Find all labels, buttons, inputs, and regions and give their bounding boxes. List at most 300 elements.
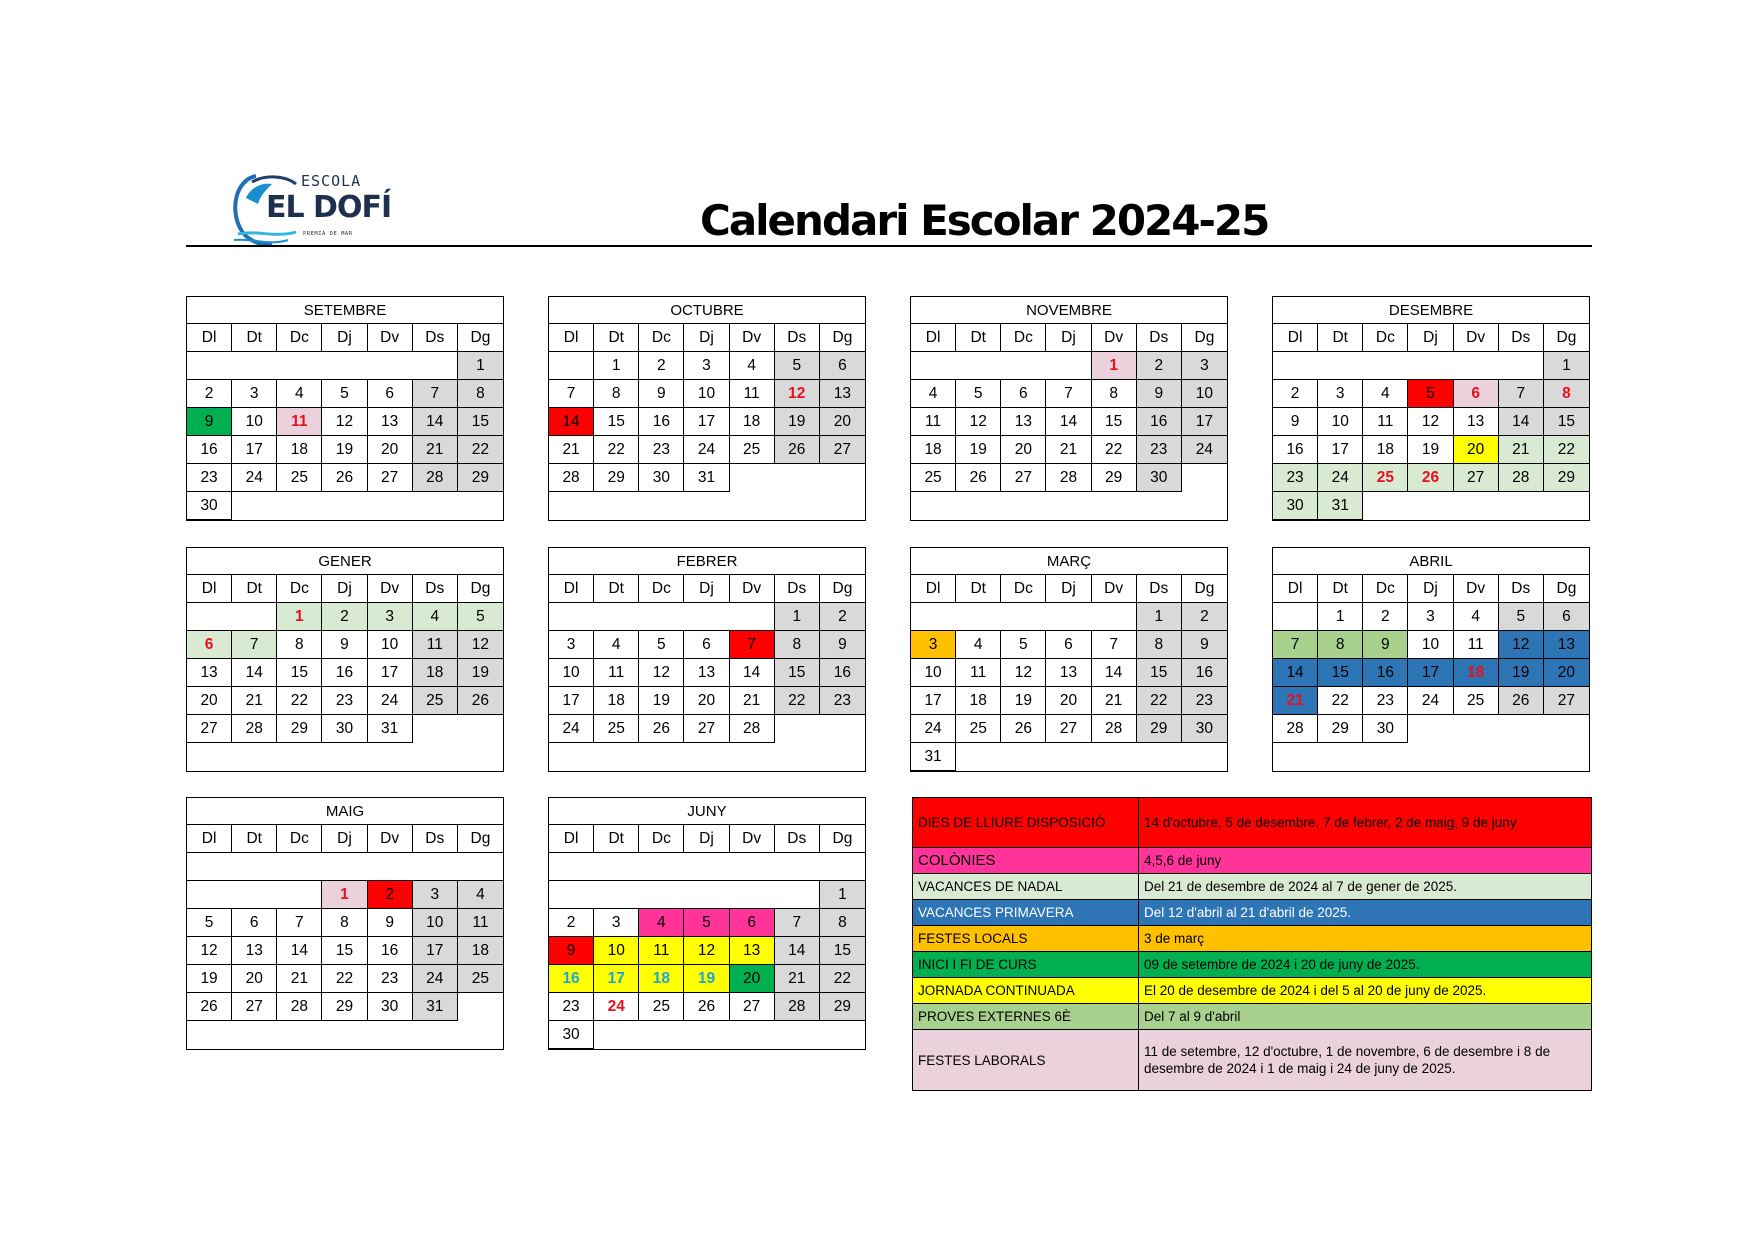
day-cell: 25 — [458, 965, 503, 993]
legend-row — [913, 952, 1591, 978]
day-cell: 12 — [1001, 659, 1046, 687]
day-cell: 30 — [1182, 715, 1227, 743]
weekday-header: Ds — [775, 825, 820, 853]
day-cell — [594, 881, 639, 909]
day-cell — [684, 743, 729, 771]
day-cell — [1137, 492, 1182, 520]
logo-escola: ESCOLA — [301, 172, 362, 190]
day-cell — [1001, 492, 1046, 520]
day-cell — [1273, 743, 1318, 771]
weekday-header: Dt — [1318, 324, 1363, 352]
weekday-header: Dt — [594, 825, 639, 853]
legend-category: FESTES LOCALS — [913, 926, 1139, 951]
day-cell: 16 — [1363, 659, 1408, 687]
day-cell — [549, 853, 594, 881]
weekday-header: Dl — [1273, 575, 1318, 603]
day-cell: 16 — [1137, 408, 1182, 436]
day-cell: 10 — [232, 408, 277, 436]
day-cell: 28 — [277, 993, 322, 1021]
day-cell: 17 — [1408, 659, 1453, 687]
month-name: JUNY — [549, 798, 865, 825]
day-cell — [1408, 492, 1453, 520]
legend-row — [913, 798, 1591, 848]
day-cell: 10 — [594, 937, 639, 965]
day-cell: 13 — [730, 937, 775, 965]
day-cell: 14 — [1046, 408, 1091, 436]
day-cell: 25 — [1363, 464, 1408, 492]
legend-row — [913, 1004, 1591, 1030]
day-cell: 19 — [775, 408, 820, 436]
day-cell — [232, 603, 277, 631]
day-cell: 22 — [820, 965, 865, 993]
legend-row — [913, 978, 1591, 1004]
weekday-header: Dc — [277, 825, 322, 853]
day-cell: 21 — [1046, 436, 1091, 464]
day-cell: 23 — [322, 687, 367, 715]
day-cell — [730, 492, 775, 520]
day-cell — [277, 743, 322, 771]
day-cell: 29 — [458, 464, 503, 492]
weekday-header: Dl — [911, 324, 956, 352]
day-cell: 7 — [775, 909, 820, 937]
day-cell: 12 — [322, 408, 367, 436]
day-cell: 3 — [549, 631, 594, 659]
weekday-header: Dt — [232, 825, 277, 853]
day-cell: 13 — [820, 380, 865, 408]
day-cell: 30 — [639, 464, 684, 492]
day-cell: 2 — [1363, 603, 1408, 631]
day-cell — [413, 743, 458, 771]
day-cell: 15 — [594, 408, 639, 436]
day-cell — [684, 881, 729, 909]
month-9 — [548, 797, 866, 1050]
legend-dates: 3 de març — [1144, 931, 1205, 946]
title-divider — [186, 245, 1592, 247]
day-cell: 21 — [277, 965, 322, 993]
day-cell: 11 — [277, 408, 322, 436]
day-cell: 16 — [368, 937, 413, 965]
day-cell: 21 — [1092, 687, 1137, 715]
day-cell: 4 — [1363, 380, 1408, 408]
weekday-header: Dc — [1001, 575, 1046, 603]
day-cell: 26 — [1408, 464, 1453, 492]
day-cell: 19 — [458, 659, 503, 687]
legend-category: INICI I FI DE CURS — [913, 952, 1139, 977]
day-cell: 28 — [1499, 464, 1544, 492]
day-cell: 21 — [232, 687, 277, 715]
day-cell: 28 — [775, 993, 820, 1021]
day-cell: 29 — [322, 993, 367, 1021]
legend-category: JORNADA CONTINUADA — [913, 978, 1139, 1003]
day-cell: 16 — [322, 659, 367, 687]
day-cell — [956, 743, 1001, 771]
day-cell: 11 — [594, 659, 639, 687]
day-cell: 20 — [187, 687, 232, 715]
day-cell: 22 — [775, 687, 820, 715]
day-cell: 18 — [458, 937, 503, 965]
day-cell — [911, 492, 956, 520]
day-cell: 10 — [1318, 408, 1363, 436]
day-cell — [549, 743, 594, 771]
month-name: ABRIL — [1273, 548, 1589, 575]
day-cell: 22 — [277, 687, 322, 715]
day-cell: 25 — [639, 993, 684, 1021]
legend-row — [913, 926, 1591, 952]
day-cell: 12 — [1499, 631, 1544, 659]
day-cell — [187, 603, 232, 631]
weekday-header: Dt — [594, 324, 639, 352]
day-cell — [277, 881, 322, 909]
day-cell: 9 — [1363, 631, 1408, 659]
weekday-header: Ds — [413, 324, 458, 352]
day-cell: 29 — [277, 715, 322, 743]
weekday-header: Dv — [1092, 575, 1137, 603]
day-cell: 18 — [730, 408, 775, 436]
day-cell: 3 — [1408, 603, 1453, 631]
day-cell: 18 — [911, 436, 956, 464]
day-cell: 19 — [1499, 659, 1544, 687]
day-cell: 26 — [458, 687, 503, 715]
day-cell: 23 — [368, 965, 413, 993]
weekday-header: Dl — [549, 575, 594, 603]
day-cell: 11 — [911, 408, 956, 436]
day-cell: 14 — [277, 937, 322, 965]
day-cell: 17 — [368, 659, 413, 687]
day-cell: 13 — [1544, 631, 1589, 659]
month-name: SETEMBRE — [187, 297, 503, 324]
day-cell: 4 — [639, 909, 684, 937]
day-cell: 4 — [956, 631, 1001, 659]
day-cell — [594, 743, 639, 771]
day-cell: 21 — [1273, 687, 1318, 715]
day-cell: 17 — [549, 687, 594, 715]
day-cell: 20 — [368, 436, 413, 464]
day-cell — [232, 743, 277, 771]
day-cell: 12 — [187, 937, 232, 965]
day-cell: 15 — [775, 659, 820, 687]
day-cell: 10 — [368, 631, 413, 659]
day-cell: 9 — [549, 937, 594, 965]
day-cell: 27 — [820, 436, 865, 464]
legend-dates: 4,5,6 de juny — [1144, 853, 1222, 868]
day-cell — [368, 1021, 413, 1049]
day-cell — [1499, 743, 1544, 771]
day-cell: 4 — [911, 380, 956, 408]
day-cell — [1544, 715, 1589, 743]
day-cell: 18 — [1454, 659, 1499, 687]
weekday-header: Ds — [1499, 575, 1544, 603]
day-cell: 10 — [1182, 380, 1227, 408]
legend-row — [913, 900, 1591, 926]
day-cell: 22 — [1544, 436, 1589, 464]
day-cell — [458, 1021, 503, 1049]
day-cell — [1499, 492, 1544, 520]
day-cell: 3 — [911, 631, 956, 659]
day-cell: 7 — [730, 631, 775, 659]
day-cell: 4 — [277, 380, 322, 408]
day-cell: 5 — [775, 352, 820, 380]
weekday-header: Dl — [549, 324, 594, 352]
day-cell: 30 — [1137, 464, 1182, 492]
month-0 — [186, 296, 504, 521]
day-cell — [1408, 352, 1453, 380]
day-cell — [1092, 492, 1137, 520]
day-cell: 19 — [1001, 687, 1046, 715]
day-cell: 23 — [639, 436, 684, 464]
day-cell: 5 — [1408, 380, 1453, 408]
day-cell: 26 — [639, 715, 684, 743]
day-cell: 20 — [232, 965, 277, 993]
legend-category: DIES DE LLIURE DISPOSICIÓ — [913, 798, 1139, 847]
day-cell: 31 — [368, 715, 413, 743]
day-cell: 13 — [1001, 408, 1046, 436]
weekday-header: Dv — [368, 825, 413, 853]
day-cell: 2 — [1137, 352, 1182, 380]
day-cell: 25 — [413, 687, 458, 715]
day-cell: 3 — [413, 881, 458, 909]
day-cell: 9 — [187, 408, 232, 436]
month-5 — [548, 547, 866, 772]
day-cell — [1001, 603, 1046, 631]
day-cell: 8 — [458, 380, 503, 408]
day-cell: 19 — [956, 436, 1001, 464]
day-cell: 29 — [1137, 715, 1182, 743]
day-cell: 16 — [187, 436, 232, 464]
day-cell — [368, 492, 413, 520]
day-cell: 31 — [413, 993, 458, 1021]
legend-category: PROVES EXTERNES 6È — [913, 1004, 1139, 1029]
day-cell: 20 — [730, 965, 775, 993]
weekday-header: Dt — [956, 575, 1001, 603]
day-cell: 7 — [277, 909, 322, 937]
day-cell — [730, 743, 775, 771]
day-cell: 12 — [1408, 408, 1453, 436]
day-cell: 7 — [1499, 380, 1544, 408]
day-cell: 8 — [1318, 631, 1363, 659]
day-cell: 22 — [594, 436, 639, 464]
day-cell — [639, 853, 684, 881]
day-cell: 29 — [594, 464, 639, 492]
weekday-header: Dl — [1273, 324, 1318, 352]
day-cell: 1 — [1137, 603, 1182, 631]
day-cell: 30 — [549, 1021, 594, 1049]
day-cell: 19 — [684, 965, 729, 993]
day-cell: 16 — [1273, 436, 1318, 464]
day-cell: 25 — [277, 464, 322, 492]
day-cell: 22 — [458, 436, 503, 464]
legend-dates: Del 7 al 9 d'abril — [1144, 1009, 1241, 1024]
legend-category: FESTES LABORALS — [913, 1030, 1139, 1090]
weekday-header: Dj — [1046, 575, 1091, 603]
day-cell: 27 — [684, 715, 729, 743]
month-name: NOVEMBRE — [911, 297, 1227, 324]
logo-school-name: EL DOFÍ — [266, 190, 392, 225]
day-cell: 18 — [594, 687, 639, 715]
day-cell: 9 — [1137, 380, 1182, 408]
day-cell: 11 — [730, 380, 775, 408]
day-cell — [775, 715, 820, 743]
day-cell: 27 — [1046, 715, 1091, 743]
day-cell: 18 — [956, 687, 1001, 715]
day-cell: 9 — [368, 909, 413, 937]
day-cell — [820, 743, 865, 771]
day-cell — [594, 492, 639, 520]
day-cell: 24 — [413, 965, 458, 993]
day-cell — [1182, 464, 1227, 492]
day-cell: 23 — [1363, 687, 1408, 715]
day-cell: 2 — [368, 881, 413, 909]
day-cell: 6 — [820, 352, 865, 380]
day-cell: 31 — [911, 743, 956, 771]
day-cell: 17 — [684, 408, 729, 436]
day-cell — [684, 603, 729, 631]
day-cell — [1046, 603, 1091, 631]
legend-dates: 09 de setembre de 2024 i 20 de juny de 2025. — [1144, 957, 1420, 972]
day-cell: 30 — [1363, 715, 1408, 743]
day-cell — [549, 603, 594, 631]
day-cell: 18 — [1363, 436, 1408, 464]
day-cell — [1273, 603, 1318, 631]
day-cell — [911, 603, 956, 631]
weekday-header: Dc — [1363, 575, 1408, 603]
day-cell — [775, 1021, 820, 1049]
weekday-header: Dc — [1001, 324, 1046, 352]
legend-dates: Del 12 d'abril al 21 d'abril de 2025. — [1144, 905, 1352, 920]
day-cell: 20 — [1454, 436, 1499, 464]
day-cell: 25 — [730, 436, 775, 464]
weekday-header: Ds — [413, 825, 458, 853]
day-cell: 22 — [1092, 436, 1137, 464]
weekday-header: Dj — [1408, 575, 1453, 603]
day-cell — [594, 853, 639, 881]
weekday-header: Dj — [322, 575, 367, 603]
day-cell: 19 — [187, 965, 232, 993]
day-cell: 14 — [232, 659, 277, 687]
day-cell: 25 — [956, 715, 1001, 743]
day-cell: 10 — [911, 659, 956, 687]
weekday-header: Dt — [594, 575, 639, 603]
day-cell: 1 — [1544, 352, 1589, 380]
day-cell — [775, 881, 820, 909]
page-title: Calendari Escolar 2024-25 — [700, 196, 1269, 245]
day-cell — [458, 993, 503, 1021]
day-cell — [775, 853, 820, 881]
day-cell: 8 — [775, 631, 820, 659]
day-cell: 6 — [368, 380, 413, 408]
day-cell: 16 — [639, 408, 684, 436]
weekday-header: Dl — [187, 825, 232, 853]
day-cell — [368, 352, 413, 380]
day-cell: 5 — [1001, 631, 1046, 659]
legend-category: COLÒNIES — [913, 848, 1139, 873]
day-cell: 17 — [1182, 408, 1227, 436]
day-cell — [1001, 352, 1046, 380]
day-cell: 2 — [322, 603, 367, 631]
day-cell: 22 — [1137, 687, 1182, 715]
day-cell: 30 — [187, 492, 232, 520]
day-cell: 6 — [187, 631, 232, 659]
day-cell: 12 — [775, 380, 820, 408]
day-cell: 31 — [1318, 492, 1363, 520]
day-cell: 4 — [730, 352, 775, 380]
day-cell: 31 — [684, 464, 729, 492]
day-cell: 19 — [639, 687, 684, 715]
weekday-header: Dl — [187, 324, 232, 352]
day-cell: 8 — [1544, 380, 1589, 408]
day-cell: 15 — [277, 659, 322, 687]
weekday-header: Dg — [820, 324, 865, 352]
day-cell — [232, 352, 277, 380]
day-cell — [549, 352, 594, 380]
day-cell: 1 — [820, 881, 865, 909]
weekday-header: Dj — [684, 324, 729, 352]
legend-row — [913, 1030, 1591, 1090]
day-cell: 7 — [1092, 631, 1137, 659]
day-cell: 18 — [639, 965, 684, 993]
day-cell: 26 — [187, 993, 232, 1021]
day-cell: 11 — [1363, 408, 1408, 436]
day-cell: 8 — [322, 909, 367, 937]
day-cell: 25 — [594, 715, 639, 743]
day-cell: 23 — [820, 687, 865, 715]
day-cell — [413, 853, 458, 881]
weekday-header: Dc — [277, 324, 322, 352]
legend-table — [912, 797, 1592, 1091]
day-cell — [775, 492, 820, 520]
day-cell: 5 — [639, 631, 684, 659]
day-cell — [322, 743, 367, 771]
day-cell — [594, 603, 639, 631]
day-cell: 12 — [956, 408, 1001, 436]
day-cell: 17 — [911, 687, 956, 715]
day-cell: 30 — [1273, 492, 1318, 520]
weekday-header: Dt — [956, 324, 1001, 352]
day-cell — [1408, 715, 1453, 743]
weekday-header: Dv — [1092, 324, 1137, 352]
day-cell: 1 — [1092, 352, 1137, 380]
day-cell: 9 — [820, 631, 865, 659]
day-cell: 3 — [684, 352, 729, 380]
day-cell: 18 — [413, 659, 458, 687]
day-cell: 7 — [1273, 631, 1318, 659]
day-cell: 1 — [458, 352, 503, 380]
day-cell: 1 — [322, 881, 367, 909]
day-cell: 26 — [1001, 715, 1046, 743]
day-cell: 20 — [820, 408, 865, 436]
day-cell — [413, 492, 458, 520]
day-cell: 13 — [368, 408, 413, 436]
day-cell: 11 — [1454, 631, 1499, 659]
day-cell — [1182, 743, 1227, 771]
day-cell: 7 — [232, 631, 277, 659]
weekday-header: Ds — [1137, 324, 1182, 352]
day-cell — [1273, 352, 1318, 380]
legend-category: VACANCES DE NADAL — [913, 874, 1139, 899]
day-cell: 14 — [1273, 659, 1318, 687]
weekday-header: Dt — [232, 575, 277, 603]
day-cell: 14 — [1092, 659, 1137, 687]
weekday-header: Dg — [1182, 575, 1227, 603]
weekday-header: Dv — [730, 575, 775, 603]
day-cell: 25 — [911, 464, 956, 492]
day-cell — [1499, 352, 1544, 380]
day-cell — [820, 853, 865, 881]
day-cell: 13 — [232, 937, 277, 965]
day-cell: 4 — [458, 881, 503, 909]
day-cell: 30 — [322, 715, 367, 743]
weekday-header: Dg — [458, 825, 503, 853]
day-cell: 23 — [1182, 687, 1227, 715]
